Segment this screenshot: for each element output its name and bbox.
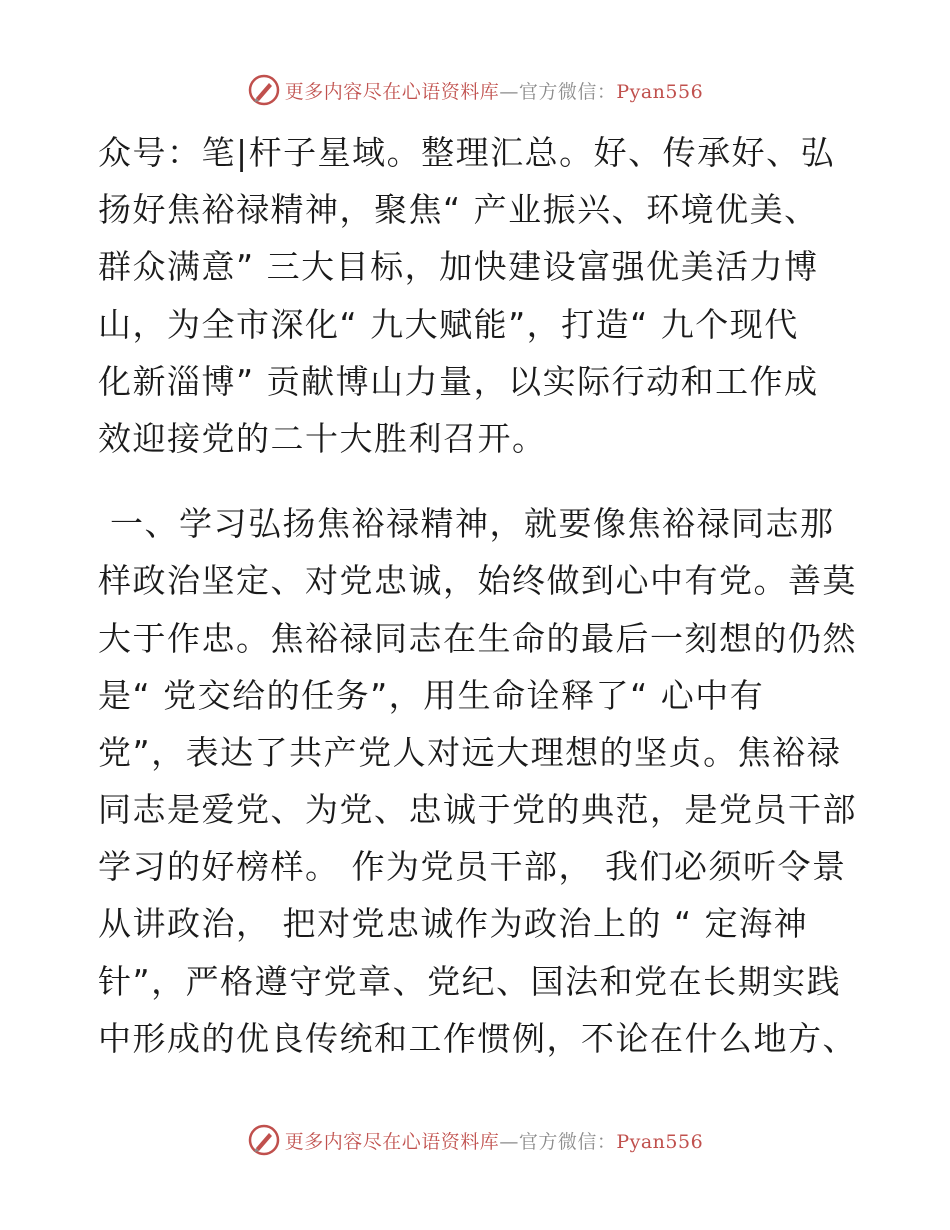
text-line: 效迎接党的二十大胜利召开。 [98, 418, 547, 458]
text-line: 大于作忠。焦裕禄同志在生命的最后一刻想的仍然 [98, 618, 857, 658]
text-line: 样政治坚定、对党忠诚，始终做到心中有党。善莫 [98, 561, 857, 601]
text-line: 是“ 党交给的任务”，用生命诠释了“ 心中有 [98, 675, 765, 715]
paragraph-intro [98, 124, 858, 467]
paragraph-section-one [98, 495, 858, 1067]
text-line: 针”，严格遵守党章、党纪、国法和党在长期实践 [98, 961, 842, 1001]
text-line: 群众满意” 三大目标，加快建设富强优美活力博 [98, 247, 819, 287]
footer-watermark [0, 1120, 950, 1160]
text-line: 一、学习弘扬焦裕禄精神，就要像焦裕禄同志那 [98, 504, 835, 544]
document-body [98, 124, 858, 1067]
watermark-text: 更多内容尽在心语资料库—官方微信：Pyan556 [284, 1130, 704, 1153]
text-line: 众号：笔|杆子星域。整理汇总。好、传承好、弘 [98, 133, 836, 172]
text-line: 化新淄博” 贡献博山力量，以实际行动和工作成 [98, 361, 819, 401]
pen-logo-icon [247, 1123, 281, 1157]
text-line: 党”，表达了共产党人对远大理想的坚贞。焦裕禄 [98, 732, 842, 772]
pen-logo-icon [247, 73, 281, 107]
text-line: 中形成的优良传统和工作惯例，不论在什么地方、 [98, 1018, 857, 1058]
text-line: 同志是爱党、为党、忠诚于党的典范，是党员干部 [98, 790, 857, 830]
watermark-text: 更多内容尽在心语资料库—官方微信：Pyan556 [284, 80, 704, 103]
text-line: 山，为全市深化“ 九大赋能”，打造“ 九个现代 [98, 304, 799, 344]
text-line: 从讲政治， 把对党忠诚作为政治上的 “ 定海神 [98, 904, 809, 944]
text-line: 扬好焦裕禄精神，聚焦“ 产业振兴、环境优美、 [98, 190, 819, 230]
text-line: 学习的好榜样。 作为党员干部， 我们必须听令景 [98, 847, 847, 887]
header-watermark [0, 70, 950, 110]
